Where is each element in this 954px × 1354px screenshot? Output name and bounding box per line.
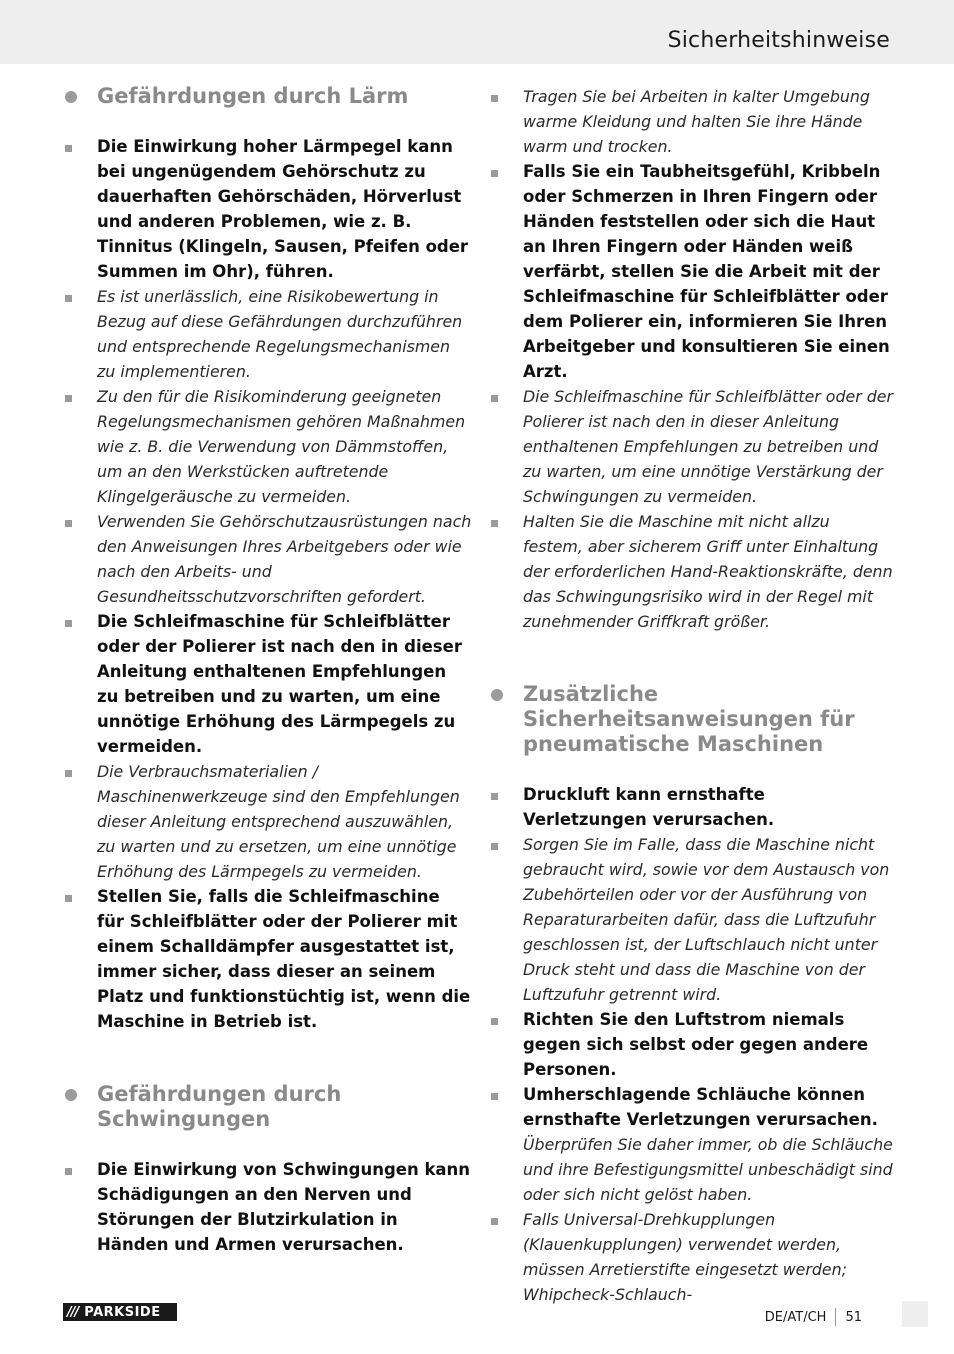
bullet-square-icon (491, 1018, 498, 1025)
bullet-dot-icon (491, 689, 503, 701)
list-item-text: Die Schleifmaschine für Schleifblätter oder der Polierer ist nach den in dieser Anleitung enthaltenen Empfehlungen zu betreiben und zu warten, um eine unnötige Erhöhung des Lärmpegels zu vermeiden. (97, 612, 462, 756)
footer-divider (835, 1308, 836, 1326)
list-item-text: Falls Universal-Drehkupplungen (Klauenkupplungen) verwendet werden, müssen Arretierstifte eingesetzt werden; Whipcheck-Schlauch- (523, 1210, 847, 1304)
section-heading-noise: Gefährdungen durch Lärm (62, 84, 472, 109)
bullet-square-icon (491, 1218, 498, 1225)
list-item (62, 134, 472, 284)
bullet-square-icon (491, 1093, 498, 1100)
list-item-text: Tragen Sie bei Arbeiten in kalter Umgebung warme Kleidung und halten Sie ihre Hände warm und trocken. (523, 87, 870, 156)
list-item-text: Stellen Sie, falls die Schleifmaschine für Schleifblätter oder der Polierer mit einem Schalldämpfer ausgestattet ist, immer sicher, dass dieser an seinem Platz und funktionstüchtig ist, wenn die Maschine in Betrieb ist. (97, 887, 471, 1031)
list-item (488, 1007, 894, 1082)
list-item-text: Richten Sie den Luftstrom niemals gegen sich selbst oder gegen andere Personen. (523, 1010, 869, 1079)
parkside-logo: /// PARKSIDE (63, 1303, 177, 1321)
list-item (488, 1082, 894, 1207)
list-item-text: Druckluft kann ernsthafte Verletzungen verursachen. (523, 785, 775, 829)
list-item-text: Zu den für die Risikominderung geeigneten Regelungsmechanismen gehören Maßnahmen wie z. B. die Verwendung von Dämmstoffen, um an den Werkstücken auftretende Klingelgeräusche zu vermeiden. (97, 387, 466, 506)
list-item-text: Verwenden Sie Gehörschutzausrüstungen nach den Anweisungen Ihres Arbeitgebers oder wie nach den Arbeits- und Gesundheitsschutzvorschriften gefordert. (97, 512, 472, 606)
list-item (62, 759, 472, 884)
section-heading-pneumatic: Zusätzliche Sicherheitsanweisungen für pneumatische Maschinen (488, 682, 894, 757)
list-item-text: Es ist unerlässlich, eine Risikobewertung in Bezug auf diese Gefährdungen durchzuführen und entsprechende Regelungsmechanismen zu implementieren. (97, 287, 463, 381)
vibration-items-continued (488, 84, 894, 634)
list-item (488, 509, 894, 634)
list-item-text: Umherschlagende Schläuche können ernsthafte Verletzungen verursachen. (523, 1085, 878, 1129)
list-item (62, 509, 472, 609)
bullet-square-icon (491, 793, 498, 800)
list-item (488, 384, 894, 509)
list-item (62, 609, 472, 759)
list-item (488, 782, 894, 832)
bullet-square-icon (65, 520, 72, 527)
list-item (62, 284, 472, 384)
list-item-text: Die Schleifmaschine für Schleifblätter oder der Polierer ist nach den in dieser Anleitung enthaltenen Empfehlungen zu betreiben und zu warten, um eine unnötige Verstärkung der Schwingungen zu vermeiden. (523, 387, 893, 506)
list-item (488, 832, 894, 1007)
page-number: 51 (845, 1309, 862, 1325)
left-column (62, 84, 472, 1257)
list-item (488, 1207, 894, 1307)
bullet-dot-icon (65, 91, 77, 103)
list-item (62, 1157, 472, 1257)
bullet-dot-icon (65, 1089, 77, 1101)
bullet-square-icon (491, 520, 498, 527)
bullet-square-icon (65, 620, 72, 627)
bullet-square-icon (65, 770, 72, 777)
section-heading-vibration: Gefährdungen durch Schwingungen (62, 1082, 472, 1132)
page-title: Sicherheitshinweise (667, 28, 890, 53)
bullet-square-icon (491, 95, 498, 102)
list-item-text: Falls Sie ein Taubheitsgefühl, Kribbeln oder Schmerzen in Ihren Fingern oder Händen feststellen oder sich die Haut an Ihren Fingern oder Händen weiß verfärbt, stellen Sie die Arbeit mit der Schleifmaschine für Schleifblätter oder dem Polierer ein, informieren Sie Ihren Arbeitgeber und konsultieren Sie einen Arzt. (523, 162, 890, 381)
bullet-square-icon (65, 295, 72, 302)
vibration-items (62, 1157, 472, 1257)
footer-box (902, 1301, 928, 1327)
bullet-square-icon (65, 145, 72, 152)
bullet-square-icon (491, 170, 498, 177)
list-item (62, 884, 472, 1034)
noise-items (62, 134, 472, 1034)
footer-meta (765, 1308, 862, 1326)
region-label: DE/AT/CH (764, 1309, 827, 1325)
bullet-square-icon (491, 395, 498, 402)
list-item-text: Die Einwirkung hoher Lärmpegel kann bei ungenügendem Gehörschutz zu dauerhaften Gehörschäden, Hörverlust und anderen Problemen, wie z. B. Tinnitus (Klingeln, Sausen, Pfeifen oder Summen im Ohr), führen. (97, 137, 469, 281)
list-item-text: Die Verbrauchsmaterialien / Maschinenwerkzeuge sind den Empfehlungen dieser Anleitung entsprechend auszuwählen, zu warten und zu ersetzen, um eine unnötige Erhöhung des Lärmpegels zu vermeiden. (97, 762, 460, 881)
list-item-text: Halten Sie die Maschine mit nicht allzu festem, aber sicherem Griff unter Einhaltung der erforderlichen Hand-Reaktionskräfte, denn das Schwingungsrisiko wird in der Regel mit zunehmender Griffkraft größer. (523, 512, 893, 631)
list-item (488, 84, 894, 159)
bullet-square-icon (65, 1168, 72, 1175)
right-column (488, 84, 894, 1307)
list-item-subtext: Überprüfen Sie daher immer, ob die Schläuche und ihre Befestigungsmittel unbeschädigt sind oder sich nicht gelöst haben. (523, 1135, 893, 1204)
bullet-square-icon (491, 843, 498, 850)
bullet-square-icon (65, 395, 72, 402)
bullet-square-icon (65, 895, 72, 902)
list-item (488, 159, 894, 384)
pneumatic-items (488, 782, 894, 1307)
list-item-text: Die Einwirkung von Schwingungen kann Schädigungen an den Nerven und Störungen der Blutzirkulation in Händen und Armen verursachen. (97, 1160, 471, 1254)
list-item-text: Sorgen Sie im Falle, dass die Maschine nicht gebraucht wird, sowie vor dem Austausch von Zubehörteilen oder vor der Ausführung von Reparaturarbeiten dafür, dass die Luftzufuhr geschlossen ist, der Luftschlauch nicht unter Druck steht und dass die Maschine von der Luftzufuhr getrennt wird. (523, 835, 890, 1004)
list-item (62, 384, 472, 509)
